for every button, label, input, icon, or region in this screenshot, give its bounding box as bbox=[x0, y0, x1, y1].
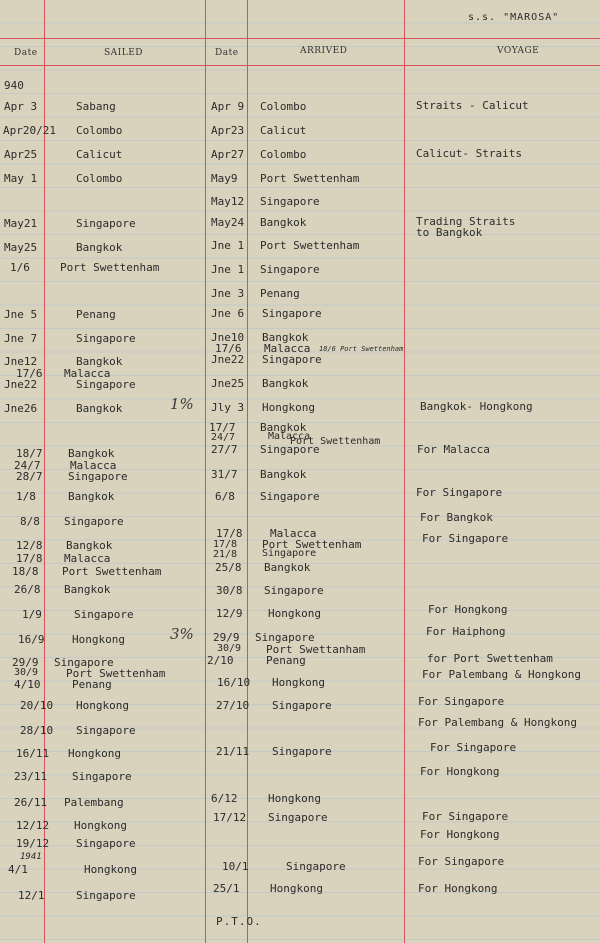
header-rule bbox=[0, 38, 600, 39]
ledger-entry: For Palembang & Hongkong bbox=[418, 716, 577, 729]
ledger-entry: Singapore bbox=[74, 608, 134, 621]
ledger-entry: 12/12 bbox=[16, 819, 50, 832]
ledger-entry: Jne 7 bbox=[4, 332, 38, 345]
ledger-entry: Jne 6 bbox=[211, 307, 245, 320]
ledger-entry: Singapore bbox=[286, 860, 346, 873]
ledger-entry: Colombo bbox=[260, 100, 307, 113]
ledger-entry: Port Swettanham bbox=[266, 643, 366, 656]
ledger-entry: 30/8 bbox=[216, 584, 243, 597]
ledger-entry: Bangkok bbox=[262, 377, 309, 390]
ledger-entry: Bangkok- Hongkong bbox=[420, 400, 533, 413]
ledger-entry: 17/12 bbox=[213, 811, 247, 824]
ledger-entry: Singapore bbox=[76, 217, 136, 230]
ledger-entry: Sabang bbox=[76, 100, 116, 113]
ledger-entry: Malacca bbox=[264, 342, 311, 355]
ledger-entry: Singapore bbox=[76, 332, 136, 345]
ledger-entry: Bangkok bbox=[264, 561, 311, 574]
ledger-entry: Penang bbox=[72, 678, 112, 691]
ledger-entry: 27/7 bbox=[211, 443, 238, 456]
ledger-entry: Bangkok bbox=[260, 421, 307, 434]
ledger-entry: For Singapore bbox=[430, 741, 517, 754]
ledger-entry: Hongkong bbox=[268, 607, 321, 620]
ledger-entry: 16/9 bbox=[18, 633, 45, 646]
ledger-entry: 28/10 bbox=[20, 724, 54, 737]
ledger-entry: Singapore bbox=[262, 353, 322, 366]
ledger-entry: Hongkong bbox=[84, 863, 137, 876]
ledger-entry: Colombo bbox=[76, 172, 123, 185]
ledger-entry: 1/8 bbox=[16, 490, 36, 503]
ledger-entry: For Singapore bbox=[422, 810, 509, 823]
column-header-date: Date bbox=[14, 48, 38, 58]
ledger-entry: Hongkong bbox=[74, 819, 127, 832]
ledger-entry: Singapore bbox=[264, 584, 324, 597]
handwritten-note: 1941 bbox=[20, 852, 42, 862]
ship-name: s.s. "MAROSA" bbox=[468, 12, 560, 23]
ledger-entry: to Bangkok bbox=[416, 226, 483, 239]
ledger-entry: Calicut- Straits bbox=[416, 147, 522, 160]
ledger-entry: Singapore bbox=[76, 889, 136, 902]
ledger-entry: For Palembang & Hongkong bbox=[422, 668, 581, 681]
ledger-entry: For Singapore bbox=[418, 855, 505, 868]
ledger-entry: May24 bbox=[211, 216, 245, 229]
ledger-entry: Bangkok bbox=[76, 241, 123, 254]
ledger-entry: Port Swettenham bbox=[290, 436, 381, 447]
ledger-entry: Singapore bbox=[76, 378, 136, 391]
ledger-entry: 29/9 bbox=[213, 631, 240, 644]
page-turn-note: P.T.O. bbox=[216, 915, 262, 928]
ledger-entry: Bangkok bbox=[262, 331, 309, 344]
ledger-entry: Port Swettenham bbox=[260, 239, 360, 252]
ledger-entry: Jne22 bbox=[4, 378, 38, 391]
ledger-entry: Singapore bbox=[68, 470, 128, 483]
ledger-entry: 12/1 bbox=[18, 889, 45, 902]
ledger-entry: Penang bbox=[266, 654, 306, 667]
ledger-entry: Singapore bbox=[268, 811, 328, 824]
ledger-entry: Jne 5 bbox=[4, 308, 38, 321]
ledger-entry: For Singapore bbox=[418, 695, 505, 708]
ledger-entry: Trading Straits bbox=[416, 215, 516, 228]
ledger-entry: Singapore bbox=[272, 699, 332, 712]
ledger-entry: 24/7 bbox=[211, 432, 236, 443]
ledger-entry: Hongkong bbox=[272, 676, 325, 689]
column-header-voyage: VOYAGE bbox=[497, 46, 540, 56]
ledger-entry: Malacca bbox=[64, 367, 111, 380]
ledger-entry: For Singapore bbox=[422, 532, 509, 545]
column-header-sailed: SAILED bbox=[104, 48, 143, 58]
ledger-entry: Singapore bbox=[76, 724, 136, 737]
ledger-entry: Port Swettenham bbox=[262, 538, 362, 551]
ledger-entry: Hongkong bbox=[68, 747, 121, 760]
ledger-entry: 16/11 bbox=[16, 747, 50, 760]
column-header-date: Date bbox=[215, 48, 239, 58]
ledger-entry: 30/9 bbox=[217, 643, 242, 654]
ledger-entry: 1/6 bbox=[10, 261, 30, 274]
ledger-entry: 18/7 bbox=[16, 447, 43, 460]
ledger-entry: Port Swettenham bbox=[260, 172, 360, 185]
ledger-entry: Jne22 bbox=[211, 353, 245, 366]
ledger-entry: 4/10 bbox=[14, 678, 41, 691]
ledger-entry: Hongkong bbox=[270, 882, 323, 895]
ledger-entry: 4/1 bbox=[8, 863, 28, 876]
ledger-entry: May21 bbox=[4, 217, 38, 230]
ledger-entry: Malacca bbox=[268, 431, 311, 442]
ledger-entry: Bangkok bbox=[68, 447, 115, 460]
ledger-entry: 24/7 bbox=[14, 459, 41, 472]
ledger-entry: Singapore bbox=[260, 490, 320, 503]
handwritten-note: 18/6 Port Swettenham bbox=[319, 345, 404, 353]
ledger-entry: Singapore bbox=[260, 263, 320, 276]
ledger-entry: 26/8 bbox=[14, 583, 41, 596]
ledger-entry: For Malacca bbox=[417, 443, 490, 456]
ledger-entry: 20/10 bbox=[20, 699, 54, 712]
ledger-entry: Jne 3 bbox=[211, 287, 245, 300]
ledger-entry: 25/1 bbox=[213, 882, 240, 895]
handwritten-note: 3% bbox=[170, 625, 194, 643]
ledger-entry: 26/11 bbox=[14, 796, 48, 809]
ledger-entry: Singapore bbox=[72, 770, 132, 783]
ledger-entry: Singapore bbox=[255, 631, 315, 644]
ledger-entry: 21/8 bbox=[213, 549, 238, 560]
ledger-entry: Hongkong bbox=[268, 792, 321, 805]
ledger-entry: Apr 9 bbox=[211, 100, 245, 113]
ledger-entry: Bangkok bbox=[66, 539, 113, 552]
ledger-entry: 31/7 bbox=[211, 468, 238, 481]
ledger-entry: Palembang bbox=[64, 796, 124, 809]
ledger-entry: Apr25 bbox=[4, 148, 38, 161]
ledger-entry: For Hongkong bbox=[420, 765, 500, 778]
ledger-entry: 30/9 bbox=[14, 667, 39, 678]
ledger-entry: Bangkok bbox=[68, 490, 115, 503]
ledger-entry: Bangkok bbox=[260, 216, 307, 229]
ledger-entry: For Hongkong bbox=[418, 882, 498, 895]
ledger-entry: for Port Swettenham bbox=[427, 652, 553, 665]
ledger-entry: Straits - Calicut bbox=[416, 99, 529, 112]
ledger-entry: 29/9 bbox=[12, 656, 39, 669]
ledger-entry: Jne25 bbox=[211, 377, 245, 390]
ledger-entry: Penang bbox=[260, 287, 300, 300]
ledger-entry: Singapore bbox=[262, 548, 317, 559]
ledger-entry: For Hongkong bbox=[428, 603, 508, 616]
ledger-entry: Hongkong bbox=[76, 699, 129, 712]
ledger-entry: Apr20/21 bbox=[3, 124, 56, 137]
ledger-entry: Port Swettenham bbox=[66, 667, 166, 680]
ledger-entry: 2/10 bbox=[207, 654, 234, 667]
ledger-entry: Apr23 bbox=[211, 124, 245, 137]
ledger-entry: For Hongkong bbox=[420, 828, 500, 841]
ledger-entry: 12/8 bbox=[16, 539, 43, 552]
ledger-entry: Calicut bbox=[260, 124, 307, 137]
year-label: 940 bbox=[4, 79, 24, 92]
ledger-entry: May25 bbox=[4, 241, 38, 254]
ledger-entry: Bangkok bbox=[260, 468, 307, 481]
ledger-entry: Singapore bbox=[260, 443, 320, 456]
ledger-entry: 17/8 bbox=[213, 539, 238, 550]
ledger-entry: Jne 1 bbox=[211, 263, 245, 276]
ledger-entry: 28/7 bbox=[16, 470, 43, 483]
column-rule bbox=[404, 0, 405, 943]
ledger-entry: Calicut bbox=[76, 148, 123, 161]
ledger-entry: Hongkong bbox=[72, 633, 125, 646]
ledger-entry: Jne12 bbox=[4, 355, 38, 368]
ledger-entry: 23/11 bbox=[14, 770, 48, 783]
ledger-entry: Singapore bbox=[260, 195, 320, 208]
ledger-entry: Apr27 bbox=[211, 148, 245, 161]
ledger-entry: May 1 bbox=[4, 172, 38, 185]
ledger-entry: 16/10 bbox=[217, 676, 251, 689]
ledger-entry: 17/7 bbox=[209, 421, 236, 434]
ledger-entry: Penang bbox=[76, 308, 116, 321]
ledger-entry: May12 bbox=[211, 195, 245, 208]
ledger-entry: Malacca bbox=[270, 527, 317, 540]
column-rule bbox=[205, 0, 206, 943]
ledger-entry: May9 bbox=[211, 172, 238, 185]
ledger-entry: Port Swettenham bbox=[60, 261, 160, 274]
ledger-entry: 1/9 bbox=[22, 608, 42, 621]
ledger-entry: 12/9 bbox=[216, 607, 243, 620]
ledger-entry: Jne10 bbox=[211, 331, 245, 344]
ledger-entry: Malacca bbox=[70, 459, 117, 472]
ledger-entry: Jly 3 bbox=[211, 401, 245, 414]
ledger-entry: 25/8 bbox=[215, 561, 242, 574]
ledger-entry: 17/8 bbox=[16, 552, 43, 565]
ledger-entry: 17/8 bbox=[216, 527, 243, 540]
ledger-entry: Jne26 bbox=[4, 402, 38, 415]
ledger-entry: Colombo bbox=[76, 124, 123, 137]
ledger-entry: Singapore bbox=[64, 515, 124, 528]
ledger-entry: 27/10 bbox=[216, 699, 250, 712]
column-header-arrived: ARRIVED bbox=[300, 46, 348, 56]
handwritten-note: 1% bbox=[170, 395, 194, 413]
ledger-entry: Bangkok bbox=[76, 355, 123, 368]
ledger-entry: 6/12 bbox=[211, 792, 238, 805]
ledger-entry: Singapore bbox=[76, 837, 136, 850]
ledger-entry: Malacca bbox=[64, 552, 111, 565]
ledger-entry: Bangkok bbox=[76, 402, 123, 415]
ledger-entry: 19/12 bbox=[16, 837, 50, 850]
ledger-entry: 8/8 bbox=[20, 515, 40, 528]
ledger-entry: Hongkong bbox=[262, 401, 315, 414]
ledger-entry: 17/6 bbox=[215, 342, 242, 355]
ledger-entry: Bangkok bbox=[64, 583, 111, 596]
ledger-entry: Apr 3 bbox=[4, 100, 38, 113]
ledger-entry: Jne 1 bbox=[211, 239, 245, 252]
column-rule bbox=[247, 0, 248, 943]
ledger-entry: Port Swettenham bbox=[62, 565, 162, 578]
ledger-entry: 10/1 bbox=[222, 860, 249, 873]
ledger-entry: Colombo bbox=[260, 148, 307, 161]
ledger-entry: For Haiphong bbox=[426, 625, 506, 638]
ledger-entry: 17/6 bbox=[16, 367, 43, 380]
ledger-entry: Singapore bbox=[54, 656, 114, 669]
header-rule bbox=[0, 65, 600, 66]
ledger-entry: 6/8 bbox=[215, 490, 235, 503]
ledger-entry: 18/8 bbox=[12, 565, 39, 578]
ledger-entry: 21/11 bbox=[216, 745, 250, 758]
ledger-entry: Singapore bbox=[262, 307, 322, 320]
ledger-entry: For Bangkok bbox=[420, 511, 493, 524]
ledger-entry: For Singapore bbox=[416, 486, 503, 499]
ledger-entry: Singapore bbox=[272, 745, 332, 758]
